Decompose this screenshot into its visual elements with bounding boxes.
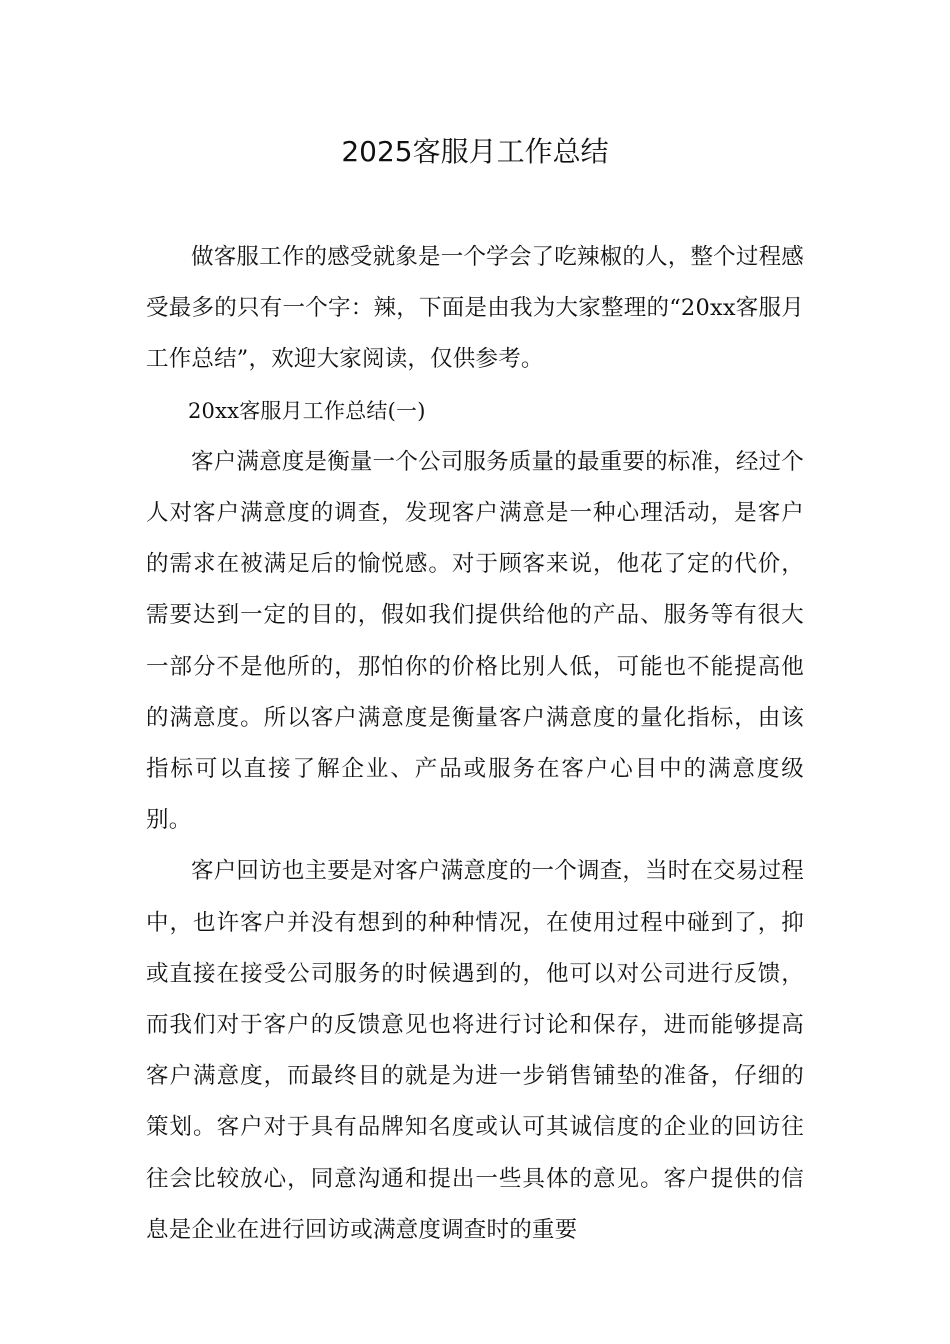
document-body (146, 232, 804, 1256)
document-title: 2025客服月工作总结 (341, 135, 609, 168)
section-heading: 20xx客服月工作总结(一) (188, 398, 426, 423)
intro-paragraph: 做客服工作的感受就象是一个学会了吃辣椒的人，整个过程感受最多的只有一个字：辣，下面是由我为大家整理的“20xx客服月工作总结”，欢迎大家阅读，仅供参考。 (146, 244, 804, 373)
body-paragraph-satisfaction: 客户满意度是衡量一个公司服务质量的最重要的标准，经过个人对客户满意度的调查，发现客户满意是一种心理活动，是客户的需求在被满足后的愉悦感。对于顾客来说，他花了定的代价，需要达到一定的目的，假如我们提供给他的产品、服务等有很大一部分不是他所的，那怕你的价格比别人低，可能也不能提高他的满意度。所以客户满意度是衡量客户满意度的量化指标，由该指标可以直接了解企业、产品或服务在客户心目中的满意度级别。 (146, 448, 804, 834)
body-paragraph-follow-up: 客户回访也主要是对客户满意度的一个调查，当时在交易过程中，也许客户并没有想到的种种情况，在使用过程中碰到了，抑或直接在接受公司服务的时候遇到的，他可以对公司进行反馈，而我们对于客户的反馈意见也将进行讨论和保存，进而能够提高客户满意度，而最终目的就是为进一步销售铺垫的准备，仔细的策划。客户对于具有品牌知名度或认可其诚信度的企业的回访往往会比较放心，同意沟通和提出一些具体的意见。客户提供的信息是企业在进行回访或满意度调查时的重要 (146, 858, 804, 1243)
